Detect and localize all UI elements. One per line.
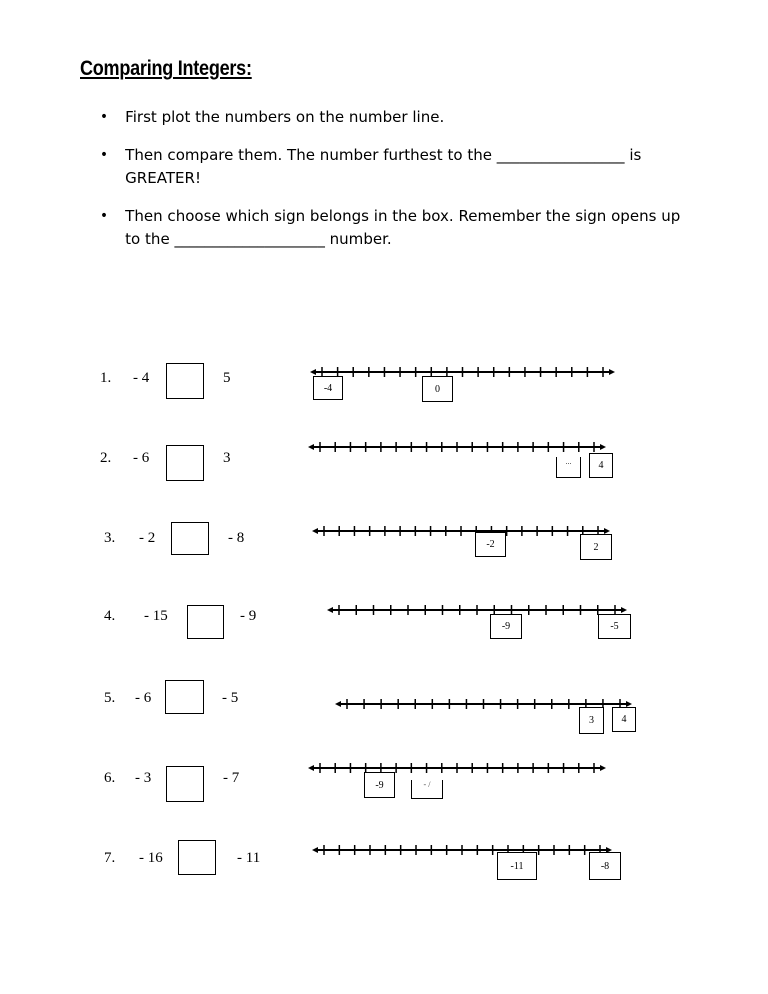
problem-number: 6. <box>104 770 116 786</box>
number-line-label: -9 <box>364 772 395 798</box>
number-line <box>308 761 606 775</box>
right-arrow-icon <box>609 369 615 375</box>
number-line-label: 4 <box>589 453 613 478</box>
comparison-answer-box[interactable] <box>178 840 216 875</box>
problem-7 <box>0 842 768 902</box>
number-line-label: -8 <box>589 852 621 880</box>
left-arrow-icon <box>312 528 318 534</box>
number-line-label: -2 <box>475 532 506 557</box>
right-arrow-icon <box>600 444 606 450</box>
number-line-label: 2 <box>580 534 612 560</box>
comparison-answer-box[interactable] <box>166 445 204 481</box>
first-integer: - 16 <box>139 850 163 866</box>
problem-number: 1. <box>100 370 112 386</box>
bullet-icon: • <box>99 109 108 125</box>
worksheet-title: Comparing Integers: <box>80 57 252 80</box>
problem-2 <box>0 440 768 500</box>
second-integer: 5 <box>223 370 231 386</box>
number-line <box>310 365 615 379</box>
number-line-label: -4 <box>313 376 343 400</box>
first-integer: - 6 <box>133 450 150 466</box>
number-line-label-fragment: ... <box>556 457 581 478</box>
left-arrow-icon <box>308 765 314 771</box>
left-arrow-icon <box>308 444 314 450</box>
number-line-label: -5 <box>598 614 631 639</box>
second-integer: 3 <box>223 450 231 466</box>
problem-number: 2. <box>100 450 112 466</box>
second-integer: - 7 <box>223 770 240 786</box>
right-arrow-icon <box>621 607 627 613</box>
bullet-icon: • <box>99 208 108 224</box>
number-line-label: 3 <box>579 707 604 734</box>
second-integer: - 9 <box>240 608 257 624</box>
bullet-icon: • <box>99 147 108 163</box>
instruction-text: First plot the numbers on the number line. <box>125 108 445 126</box>
problem-number: 7. <box>104 850 116 866</box>
number-line <box>312 524 610 538</box>
comparison-answer-box[interactable] <box>187 605 224 639</box>
number-line <box>312 843 612 857</box>
second-integer: - 5 <box>222 690 239 706</box>
comparison-answer-box[interactable] <box>166 766 204 802</box>
number-line <box>327 603 627 617</box>
number-line-label: 4 <box>612 707 636 732</box>
first-integer: - 2 <box>139 530 156 546</box>
number-line-label: -9 <box>490 614 522 639</box>
instruction-item <box>98 106 690 129</box>
comparison-answer-box[interactable] <box>165 680 204 714</box>
number-line <box>308 440 606 454</box>
left-arrow-icon <box>310 369 316 375</box>
problem-6 <box>0 762 768 822</box>
left-arrow-icon <box>335 701 341 707</box>
instruction-text: Then compare them. The number furthest to the _________________ is GREATER! <box>125 146 642 187</box>
first-integer: - 15 <box>144 608 168 624</box>
problem-number: 3. <box>104 530 116 546</box>
second-integer: - 11 <box>237 850 261 866</box>
right-arrow-icon <box>600 765 606 771</box>
instruction-item <box>98 144 690 190</box>
number-line-label-fragment: - / <box>411 780 443 799</box>
problem-number: 4. <box>104 608 116 624</box>
problem-3 <box>0 522 768 582</box>
number-line-label: 0 <box>422 376 453 402</box>
second-integer: - 8 <box>228 530 245 546</box>
left-arrow-icon <box>312 847 318 853</box>
problem-5 <box>0 682 768 742</box>
instruction-text: Then choose which sign belongs in the box. Remember the sign opens up to the ____________________ number. <box>125 207 681 248</box>
first-integer: - 6 <box>135 690 152 706</box>
left-arrow-icon <box>327 607 333 613</box>
instruction-list <box>98 106 708 266</box>
problem-number: 5. <box>104 690 116 706</box>
instruction-item <box>98 205 690 251</box>
comparison-answer-box[interactable] <box>166 363 204 399</box>
comparison-answer-box[interactable] <box>171 522 209 555</box>
problem-4 <box>0 602 768 662</box>
first-integer: - 4 <box>133 370 150 386</box>
first-integer: - 3 <box>135 770 152 786</box>
problem-1 <box>0 360 768 420</box>
number-line-label: -11 <box>497 852 537 880</box>
